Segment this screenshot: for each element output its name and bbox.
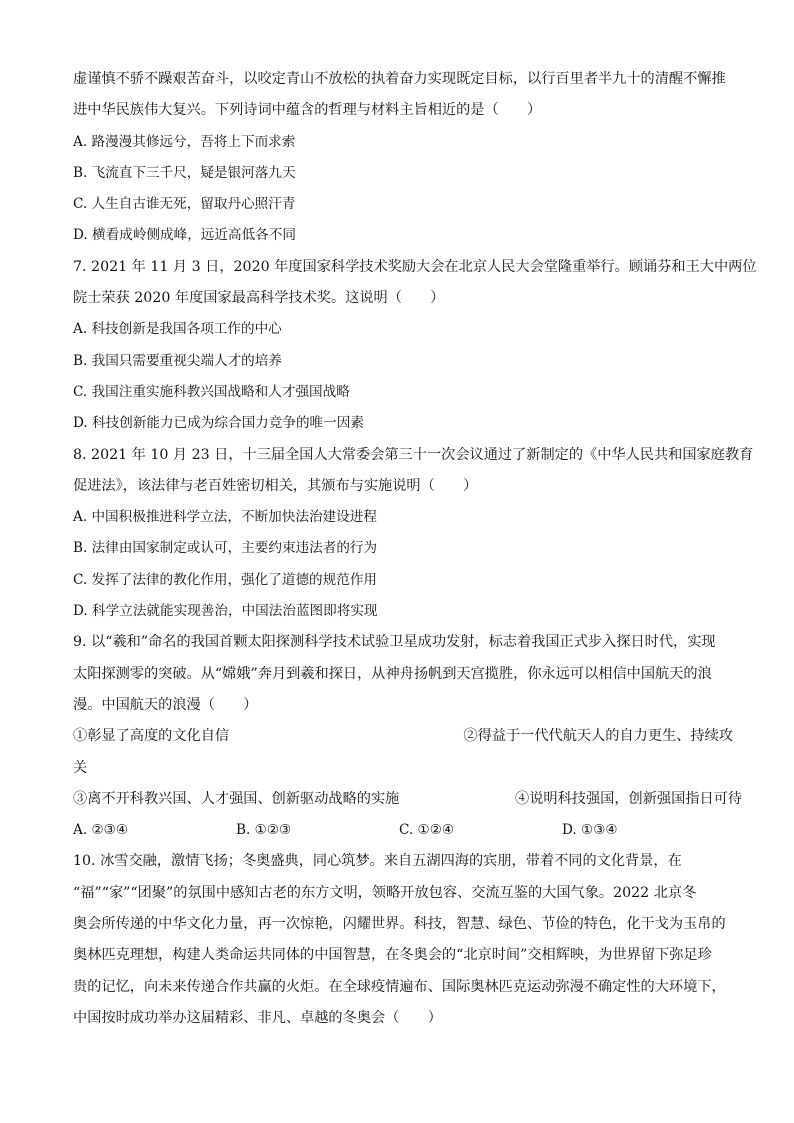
q7-option-c: C. 我国注重实施科教兴国战略和人才强国战略 xyxy=(73,383,350,400)
q9-stem-line-2: 太阳探测零的突破。从“嫦娥”奔月到羲和探日，从神舟扬帆到天宫揽胜，你永远可以相信中国航天的浪 xyxy=(73,665,712,682)
q8-stem-line-1: 8. 2021 年 10 月 23 日，十三届全国人大常委会第三十一次会议通过了新制定的《中华人民共和国家庭教育 xyxy=(73,446,754,463)
q9-items-row-2 xyxy=(73,784,743,815)
q10-stem-line-4: 奥林匹克理想，构建人类命运共同体的中国智慧，在冬奥会的“北京时间”交相辉映，为世界留下弥足珍 xyxy=(73,947,712,964)
q6-stem-line-1: 虚谨慎不骄不躁艰苦奋斗，以咬定青山不放松的执着奋力实现既定目标，以行百里者半九十的清醒不懈推 xyxy=(73,71,726,87)
q7-stem-line-1: 7. 2021 年 11 月 3 日，2020 年度国家科学技术奖励大会在北京人民大会堂隆重举行。顾诵芬和王大中两位 xyxy=(73,258,757,275)
q7-stem-line-2: 院士荣获 2020 年度国家最高科学技术奖。这说明（ ） xyxy=(73,290,445,307)
q10-stem-line-5: 贵的记忆，向未来传递合作共赢的火炬。在全球疫情遍布、国际奥林匹克运动弥漫不确定性的大环境下， xyxy=(73,978,726,995)
q7-option-b: B. 我国只需要重视尖端人才的培养 xyxy=(73,352,282,369)
q6-option-a: A. 路漫漫其修远兮，吾将上下而求索 xyxy=(73,133,296,150)
q9-item-1: ①彰显了高度的文化自信 xyxy=(73,728,230,745)
q6-option-d: D. 横看成岭侧成峰，远近高低各不同 xyxy=(73,227,296,244)
q9-choice-d: D. ①③④ xyxy=(562,822,618,839)
q10-stem-line-3: 奥会所传递的中华文化力量，再一次惊艳，闪耀世界。科技，智慧、绿色、节俭的特色，化干戈为玉帛的 xyxy=(73,916,726,933)
q9-items-row-1 xyxy=(73,721,733,752)
q10-stem-line-1: 10. 冰雪交融，激情飞扬；冬奥盛典，同心筑梦。来自五湖四海的宾朋，带着不同的文化背景，在 xyxy=(73,853,682,870)
q9-item-2: ②得益于一代代航天人的自力更生、持续攻 xyxy=(463,728,733,745)
q7-option-a: A. 科技创新是我国各项工作的中心 xyxy=(73,321,282,338)
q7-option-d: D. 科技创新能力已成为综合国力竞争的唯一因素 xyxy=(73,415,364,432)
q8-option-b: B. 法律由国家制定或认可，主要约束违法者的行为 xyxy=(73,540,378,557)
q8-option-d: D. 科学立法就能实现善治，中国法治蓝图即将实现 xyxy=(73,603,378,620)
q9-item-4: ④说明科技强国，创新强国指日可待 xyxy=(515,790,743,807)
q9-item-3: ③离不开科教兴国、人才强国、创新驱动战略的实施 xyxy=(73,790,400,807)
q6-option-c: C. 人生自古谁无死，留取丹心照汗青 xyxy=(73,196,296,213)
q8-stem-line-2: 促进法》，该法律与老百姓密切相关，其颁布与实施说明（ ） xyxy=(73,477,478,494)
q9-choice-a: A. ②③④ xyxy=(73,822,129,839)
q9-choice-c: C. ①②④ xyxy=(399,822,455,839)
q9-stem-line-1: 9. 以“羲和”命名的我国首颗太阳探测科学技术试验卫星成功发射，标志着我国正式步入探日时代，实现 xyxy=(73,634,716,651)
q8-option-c: C. 发挥了法律的教化作用，强化了道德的规范作用 xyxy=(73,571,378,588)
q10-stem-line-6: 中国按时成功举办这届精彩、非凡、卓越的冬奥会（ ） xyxy=(73,1009,442,1026)
q6-stem-line-2: 进中华民族伟大复兴。下列诗词中蕴含的哲理与材料主旨相近的是（ ） xyxy=(73,102,542,119)
exam-page xyxy=(73,64,757,1034)
q8-option-a: A. 中国积极推进科学立法，不断加快法治建设进程 xyxy=(73,509,377,526)
q9-stem-line-3: 漫。中国航天的浪漫（ ） xyxy=(73,696,258,713)
q9-item-2-continued: 关 xyxy=(73,759,88,776)
q9-choice-b: B. ①②③ xyxy=(236,822,292,839)
q6-option-b: B. 飞流直下三千尺，疑是银河落九天 xyxy=(73,164,296,181)
q10-stem-line-2: “福”“家”“团聚”的氛围中感知古老的东方文明，领略开放包容、交流互鉴的大国气象。2022 北京冬 xyxy=(73,884,697,901)
q9-choices xyxy=(73,815,733,846)
